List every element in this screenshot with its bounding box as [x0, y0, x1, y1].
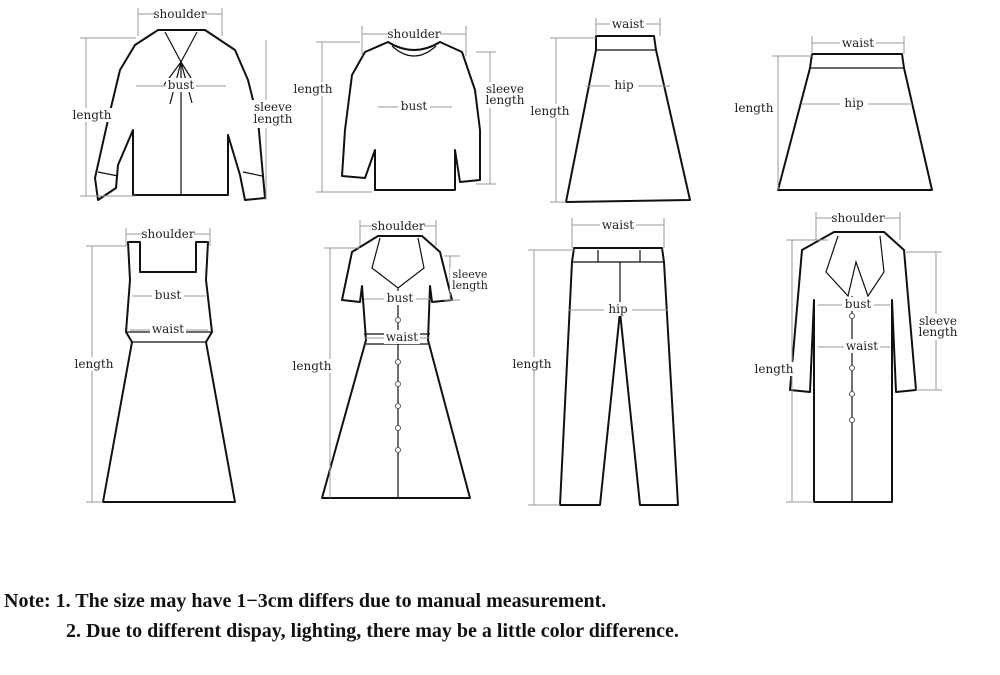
- tshirt-shoulder-label: shoulder: [387, 27, 441, 41]
- short-skirt-figure: [732, 36, 932, 190]
- blouse-outline: [95, 30, 265, 200]
- short-skirt-waist-label: waist: [841, 36, 875, 50]
- coat-waist-label: waist: [845, 339, 879, 353]
- trousers-figure: [510, 218, 678, 505]
- shirt-dress-length-label: length: [292, 359, 332, 373]
- trousers-length-label: length: [512, 357, 552, 371]
- coat-shoulder-label: shoulder: [831, 211, 885, 225]
- coat-figure: [752, 211, 960, 502]
- tshirt-sleeve-label-2: length: [485, 93, 525, 107]
- blouse-figure: [72, 7, 296, 200]
- tshirt-sleeve-label-1: sleeve: [485, 82, 525, 96]
- short-skirt-length-label: length: [734, 101, 774, 115]
- shirt-dress-sleeve-label-1: sleeve: [452, 268, 488, 281]
- tshirt-outline: [342, 42, 480, 190]
- short-skirt-hip-label: hip: [844, 96, 864, 110]
- coat-bust-label: bust: [844, 297, 872, 311]
- blouse-shoulder-label: shoulder: [153, 7, 207, 21]
- note-line-1: Note: 1. The size may have 1−3cm differs due to manual measurement.: [4, 590, 607, 612]
- sleeveless-dress-outline: [103, 242, 235, 502]
- trousers-waist-label: waist: [601, 218, 635, 232]
- short-skirt-outline: [778, 54, 932, 190]
- tshirt-bust-label: bust: [400, 99, 428, 113]
- shirt-dress-bust-label: bust: [386, 291, 414, 305]
- sleeveless-dress-length-label: length: [74, 357, 114, 371]
- notes-block: [4, 586, 994, 646]
- sleeveless-dress-bust-label: bust: [154, 288, 182, 302]
- sleeveless-dress-waist-label: waist: [151, 322, 185, 336]
- blouse-bust-label: bust: [167, 78, 195, 92]
- long-skirt-waist-label: waist: [611, 17, 645, 31]
- long-skirt-hip-label: hip: [614, 78, 634, 92]
- blouse-sleeve-label-1: sleeve: [253, 100, 293, 114]
- shirt-dress-shoulder-label: shoulder: [371, 219, 425, 233]
- long-skirt-length-label: length: [530, 104, 570, 118]
- sleeveless-dress-figure: [72, 227, 235, 502]
- shirt-dress-outline: [322, 236, 470, 498]
- tshirt-length-label: length: [293, 82, 333, 96]
- blouse-length-label: length: [72, 108, 112, 122]
- shirt-dress-waist-label: waist: [385, 330, 419, 344]
- coat-sleeve-label-1: sleeve: [918, 314, 958, 328]
- trousers-hip-label: hip: [608, 302, 628, 316]
- trousers-outline: [560, 248, 678, 505]
- long-skirt-figure: [528, 17, 690, 202]
- blouse-sleeve-label-2: length: [253, 112, 293, 126]
- shirt-dress-figure: [290, 219, 492, 498]
- coat-sleeve-label-2: length: [918, 325, 958, 339]
- note-line-2: 2. Due to different dispay, lighting, there may be a little color difference.: [66, 620, 679, 642]
- shirt-dress-sleeve-label-2: length: [452, 279, 488, 292]
- tshirt-figure: [292, 26, 526, 192]
- long-skirt-outline: [566, 36, 690, 202]
- sleeveless-dress-shoulder-label: shoulder: [141, 227, 195, 241]
- coat-length-label: length: [754, 362, 794, 376]
